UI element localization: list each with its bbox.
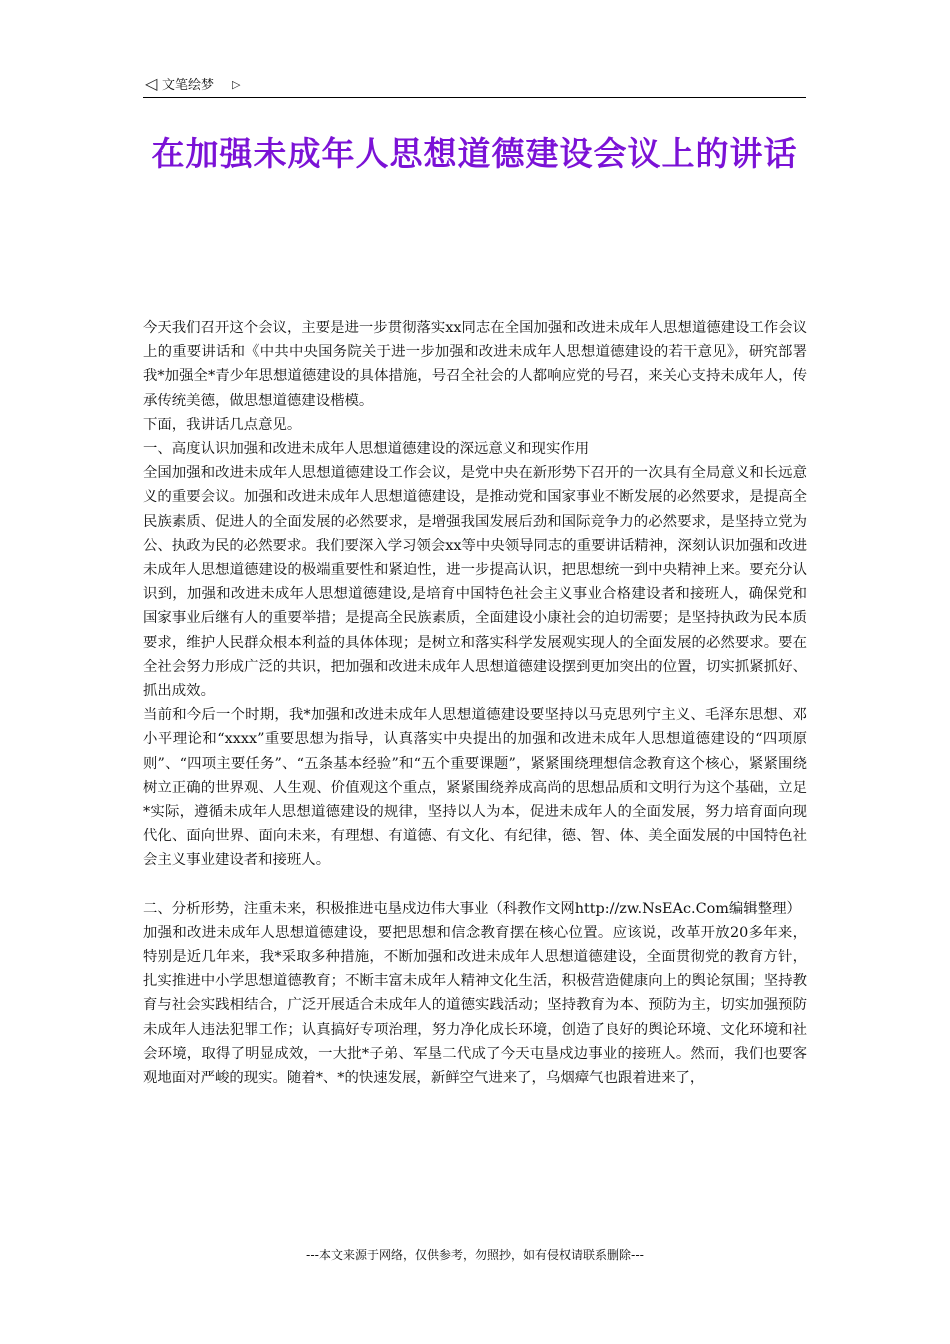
section-heading-1: 一、高度认识加强和改进未成年人思想道德建设的深远意义和现实作用 <box>143 441 590 458</box>
document-body <box>143 316 807 1090</box>
paragraph-transition: 下面，我讲话几点意见。 <box>143 416 302 433</box>
footer-notice: ---本文来源于网络，仅供参考，勿照抄，如有侵权请联系删除--- <box>306 1248 644 1262</box>
page-header <box>143 74 806 98</box>
paragraph-intro: 今天我们召开这个会议，主要是进一步贯彻落实xx同志在全国加强和改进未成年人思想道德建设工作会议上的重要讲话和《中共中央国务院关于进一步加强和改进未成年人思想道德建设的若干意见》，研究部署我*加强全*青少年思想道德建设的具体措施，号召全社会的人都响应党的号召，来关心支持未成年人，传承传统美德，做思想道德建设楷模。 <box>143 320 807 409</box>
paragraph-body: 当前和今后一个时期，我*加强和改进未成年人思想道德建设要坚持以马克思列宁主义、毛泽东思想、邓小平理论和“xxxx”重要思想为指导，认真落实中央提出的加强和改进未成年人思想道德建设的“四项原则”、“四项主要任务”、“五条基本经验”和“五个重要课题”，紧紧围绕理想信念教育这个核心，紧紧围绕树立正确的世界观、人生观、价值观这个重点，紧紧围绕养成高尚的思想品质和文明行为这个基础，立足*实际，遵循未成年人思想道德建设的规律，坚持以人为本，促进未成年人的全面发展，努力培育面向现代化、面向世界、面向未来，有理想、有道德、有文化、有纪律，德、智、体、美全面发展的中国特色社会主义事业建设者和接班人。 <box>143 707 807 869</box>
paragraph-body: 全国加强和改进未成年人思想道德建设工作会议，是党中央在新形势下召开的一次具有全局意义和长远意义的重要会议。加强和改进未成年人思想道德建设，是推动党和国家事业不断发展的必然要求，是提高全民族素质、促进人的全面发展的必然要求，是增强我国发展后劲和国际竞争力的必然要求，是坚持立党为公、执政为民的必然要求。我们要深入学习领会xx等中央领导同志的重要讲话精神，深刻认识加强和改进未成年人思想道德建设的极端重要性和紧迫性，进一步提高认识，把思想统一到中央精神上来。要充分认识到，加强和改进未成年人思想道德建设,是培育中国特色社会主义事业合格建设者和接班人，确保党和国家事业后继有人的重要举措；是提高全民族素质，全面建设小康社会的迫切需要；是坚持执政为民本质要求，维护人民群众根本利益的具体体现；是树立和落实科学发展观实现人的全面发展的必然要求。要在全社会努力形成广泛的共识，把加强和改进未成年人思想道德建设摆到更加突出的位置，切实抓紧抓好、抓出成效。 <box>143 465 807 700</box>
triangle-left-icon: ◁ <box>145 74 158 93</box>
triangle-right-icon: ▷ <box>232 78 241 91</box>
section-heading-2: 二、分析形势，注重未来，积极推进屯垦戍边伟大事业（科教作文网http://zw.NsEAc.Com编辑整理） <box>143 900 801 917</box>
paragraph-body: 加强和改进未成年人思想道德建设，要把思想和信念教育摆在核心位置。应该说，改革开放20多年来，特别是近几年来，我*采取多种措施，不断加强和改进未成年人思想道德建设，全面贯彻党的教育方针，扎实推进中小学思想道德教育；不断丰富未成年人精神文化生活，积极营造健康向上的舆论氛围；坚持教育与社会实践相结合，广泛开展适合未成年人的道德实践活动；坚持教育为本、预防为主，切实加强预防未成年人违法犯罪工作；认真搞好专项治理，努力净化成长环境，创造了良好的舆论环境、文化环境和社会环境，取得了明显成效，一大批*子弟、军垦二代成了今天屯垦戍边事业的接班人。然而，我们也要客观地面对严峻的现实。随着*、*的快速发展，新鲜空气进来了，乌烟瘴气也跟着进来了， <box>143 924 807 1087</box>
document-title: 在加强未成年人思想道德建设会议上的讲话 <box>151 134 798 173</box>
header-brand: 文笔绘梦 <box>162 78 215 93</box>
